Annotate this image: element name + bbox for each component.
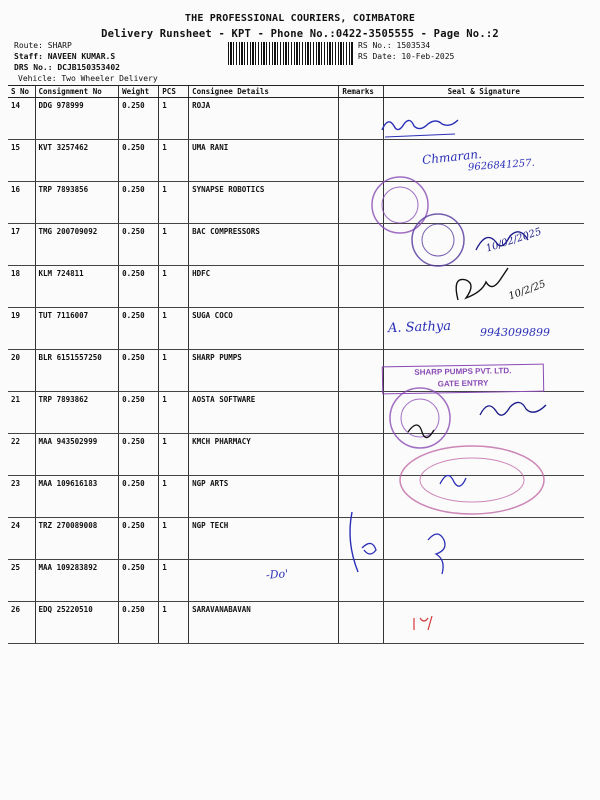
consignee-cell: BAC COMPRESSORS bbox=[189, 224, 339, 266]
remarks-cell bbox=[339, 602, 383, 644]
sno-cell: 24 bbox=[8, 518, 35, 560]
table-row bbox=[8, 518, 584, 560]
handwritten-phone-note: 9626841257. bbox=[467, 157, 536, 174]
pcs-cell: 1 bbox=[159, 350, 189, 392]
consignee-cell bbox=[189, 560, 339, 602]
consignment-cell: TRP 7893856 bbox=[35, 182, 119, 224]
col-consignee: Consignee Details bbox=[189, 86, 339, 98]
col-consignment: Consignment No bbox=[35, 86, 119, 98]
consignee-cell: SHARP PUMPS bbox=[189, 350, 339, 392]
seal-cell bbox=[383, 182, 584, 224]
consignee-cell: SARAVANABAVAN bbox=[189, 602, 339, 644]
consignee-cell: SUGA COCO bbox=[189, 308, 339, 350]
sno-cell: 16 bbox=[8, 182, 35, 224]
staff-label: Staff: NAVEEN KUMAR.S bbox=[14, 52, 116, 61]
sno-cell: 22 bbox=[8, 434, 35, 476]
consignee-cell: HDFC bbox=[189, 266, 339, 308]
sno-cell: 25 bbox=[8, 560, 35, 602]
remarks-cell bbox=[339, 476, 383, 518]
remarks-cell bbox=[339, 392, 383, 434]
remarks-cell bbox=[339, 518, 383, 560]
consignment-cell: TRP 7893862 bbox=[35, 392, 119, 434]
seal-cell bbox=[383, 266, 584, 308]
pcs-cell: 1 bbox=[159, 266, 189, 308]
table-row bbox=[8, 308, 584, 350]
handwritten-name-note: Chmaran. bbox=[421, 146, 483, 168]
sno-cell: 17 bbox=[8, 224, 35, 266]
seal-cell bbox=[383, 350, 584, 392]
handwritten-date-note: 10/02/2025 bbox=[484, 226, 543, 255]
remarks-cell bbox=[339, 224, 383, 266]
sno-cell: 21 bbox=[8, 392, 35, 434]
pcs-cell: 1 bbox=[159, 518, 189, 560]
col-pcs: PCS bbox=[159, 86, 189, 98]
weight-cell: 0.250 bbox=[119, 560, 159, 602]
consignee-cell: SYNAPSE ROBOTICS bbox=[189, 182, 339, 224]
sno-cell: 20 bbox=[8, 350, 35, 392]
col-sno: S No bbox=[8, 86, 35, 98]
handwritten-sathya-note: A. Sathya bbox=[387, 318, 452, 337]
consignee-cell: NGP ARTS bbox=[189, 476, 339, 518]
col-seal: Seal & Signature bbox=[383, 86, 584, 98]
weight-cell: 0.250 bbox=[119, 224, 159, 266]
consignment-cell: TRZ 270089008 bbox=[35, 518, 119, 560]
remarks-cell bbox=[339, 308, 383, 350]
table-row bbox=[8, 602, 584, 644]
rs-number: RS No.: 1503534 bbox=[358, 41, 431, 50]
handwritten-ditto-note: -Do' bbox=[265, 567, 289, 582]
pcs-cell: 1 bbox=[159, 182, 189, 224]
weight-cell: 0.250 bbox=[119, 434, 159, 476]
consignee-cell: AOSTA SOFTWARE bbox=[189, 392, 339, 434]
weight-cell: 0.250 bbox=[119, 308, 159, 350]
consignment-cell: KLM 724811 bbox=[35, 266, 119, 308]
weight-cell: 0.250 bbox=[119, 140, 159, 182]
pcs-cell: 1 bbox=[159, 308, 189, 350]
col-weight: Weight bbox=[119, 86, 159, 98]
company-title: THE PROFESSIONAL COURIERS, COIMBATORE bbox=[184, 13, 416, 24]
pcs-cell: 1 bbox=[159, 224, 189, 266]
remarks-cell bbox=[339, 434, 383, 476]
seal-cell bbox=[383, 560, 584, 602]
col-remarks: Remarks bbox=[339, 86, 383, 98]
remarks-cell bbox=[339, 140, 383, 182]
weight-cell: 0.250 bbox=[119, 476, 159, 518]
consignment-cell: MAA 943502999 bbox=[35, 434, 119, 476]
sno-cell: 14 bbox=[8, 98, 35, 140]
seal-cell bbox=[383, 98, 584, 140]
seal-cell bbox=[383, 140, 584, 182]
weight-cell: 0.250 bbox=[119, 602, 159, 644]
seal-cell bbox=[383, 476, 584, 518]
consignment-cell: DDG 978999 bbox=[35, 98, 119, 140]
vehicle-label: Vehicle: Two Wheeler Delivery bbox=[18, 74, 158, 83]
consignee-cell: KMCH PHARMACY bbox=[189, 434, 339, 476]
seal-cell bbox=[383, 392, 584, 434]
pcs-cell: 1 bbox=[159, 140, 189, 182]
consignment-cell: EDQ 25220510 bbox=[35, 602, 119, 644]
consignment-cell: TUT 7116007 bbox=[35, 308, 119, 350]
pcs-cell: 1 bbox=[159, 434, 189, 476]
pcs-cell: 1 bbox=[159, 98, 189, 140]
sno-cell: 23 bbox=[8, 476, 35, 518]
consignee-cell: ROJA bbox=[189, 98, 339, 140]
sno-cell: 18 bbox=[8, 266, 35, 308]
remarks-cell bbox=[339, 98, 383, 140]
barcode-image bbox=[228, 42, 353, 65]
seal-cell bbox=[383, 602, 584, 644]
seal-cell bbox=[383, 434, 584, 476]
table-row bbox=[8, 224, 584, 266]
drs-number: DRS No.: DCJB150353402 bbox=[14, 63, 120, 72]
consignment-cell: TMG 200709092 bbox=[35, 224, 119, 266]
weight-cell: 0.250 bbox=[119, 182, 159, 224]
consignment-cell: KVT 3257462 bbox=[35, 140, 119, 182]
consignment-cell: MAA 109283892 bbox=[35, 560, 119, 602]
table-row bbox=[8, 392, 584, 434]
weight-cell: 0.250 bbox=[119, 98, 159, 140]
handwritten-date-note-2: 10/2/25 bbox=[507, 278, 548, 303]
table-row bbox=[8, 182, 584, 224]
pcs-cell: 1 bbox=[159, 560, 189, 602]
table-row bbox=[8, 140, 584, 182]
seal-cell bbox=[383, 518, 584, 560]
remarks-cell bbox=[339, 560, 383, 602]
remarks-cell bbox=[339, 350, 383, 392]
consignee-cell: NGP TECH bbox=[189, 518, 339, 560]
pcs-cell: 1 bbox=[159, 476, 189, 518]
consignment-cell: MAA 109616183 bbox=[35, 476, 119, 518]
consignment-cell: BLR 6151557250 bbox=[35, 350, 119, 392]
table-row bbox=[8, 560, 584, 602]
weight-cell: 0.250 bbox=[119, 518, 159, 560]
consignee-cell: UMA RANI bbox=[189, 140, 339, 182]
weight-cell: 0.250 bbox=[119, 350, 159, 392]
sno-cell: 19 bbox=[8, 308, 35, 350]
sno-cell: 26 bbox=[8, 602, 35, 644]
seal-cell bbox=[383, 308, 584, 350]
stamp-line-1: SHARP PUMPS PVT. LTD. bbox=[414, 366, 512, 377]
table-row bbox=[8, 476, 584, 518]
weight-cell: 0.250 bbox=[119, 392, 159, 434]
remarks-cell bbox=[339, 266, 383, 308]
table-row bbox=[8, 266, 584, 308]
handwritten-sathya-phone: 9943099899 bbox=[480, 326, 550, 339]
table-row bbox=[8, 434, 584, 476]
route-label: Route: SHARP bbox=[14, 41, 72, 50]
pcs-cell: 1 bbox=[159, 602, 189, 644]
weight-cell: 0.250 bbox=[119, 266, 159, 308]
delivery-table bbox=[8, 85, 584, 644]
seal-cell bbox=[383, 224, 584, 266]
pcs-cell: 1 bbox=[159, 392, 189, 434]
rs-date: RS Date: 10-Feb-2025 bbox=[358, 52, 455, 61]
sno-cell: 15 bbox=[8, 140, 35, 182]
table-header-row bbox=[8, 86, 584, 98]
stamp-line-2: GATE ENTRY bbox=[437, 378, 489, 389]
remarks-cell bbox=[339, 182, 383, 224]
runsheet-title: Delivery Runsheet - KPT - Phone No.:0422-3505555 - Page No.:2 bbox=[101, 28, 499, 40]
table-row bbox=[8, 350, 584, 392]
table-row bbox=[8, 98, 584, 140]
